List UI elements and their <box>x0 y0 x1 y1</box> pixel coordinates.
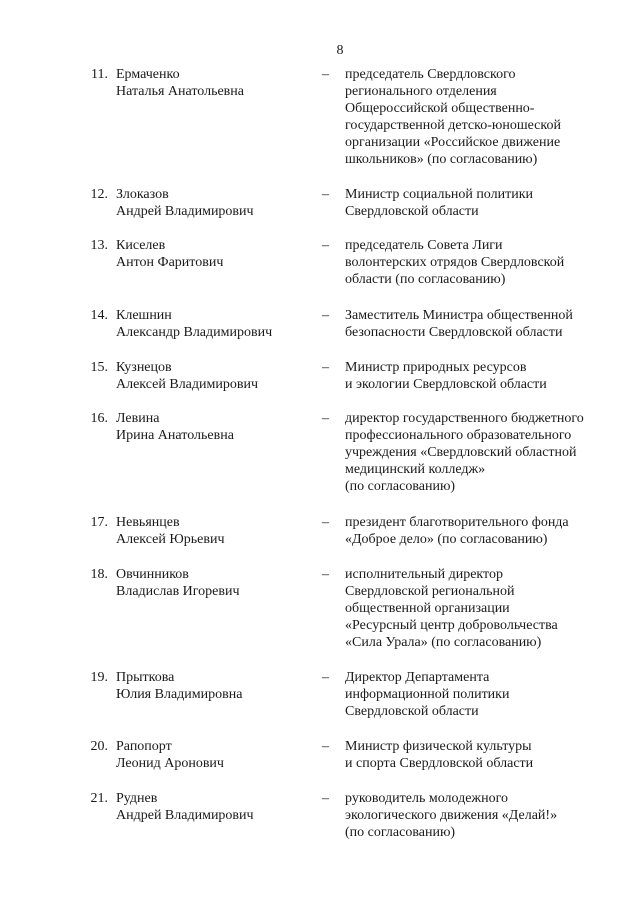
position-line: регионального отделения <box>345 84 497 99</box>
separator-dash: – <box>322 515 329 530</box>
separator-dash: – <box>322 360 329 375</box>
member-given-names: Алексей Юрьевич <box>116 532 225 547</box>
item-number: 15. <box>90 360 108 375</box>
position-line: председатель Свердловского <box>345 67 516 82</box>
separator-dash: – <box>322 739 329 754</box>
member-name <box>116 410 306 444</box>
item-number: 19. <box>90 670 108 685</box>
member-surname: Ермаченко <box>116 67 180 82</box>
position-line: государственной детско-юношеской <box>345 118 561 133</box>
member-position <box>345 790 607 841</box>
member-surname: Невьянцев <box>116 515 180 530</box>
position-line: президент благотворительного фонда <box>345 515 569 530</box>
page-number: 8 <box>336 43 344 58</box>
member-surname: Кузнецов <box>116 360 172 375</box>
item-number: 21. <box>90 791 108 806</box>
separator-dash: – <box>322 411 329 426</box>
member-given-names: Наталья Анатольевна <box>116 84 245 99</box>
position-line: безопасности Свердловской области <box>345 325 563 340</box>
member-surname: Руднев <box>116 791 158 806</box>
position-line: общественной организации <box>345 601 510 616</box>
item-number: 13. <box>90 238 108 253</box>
position-line: учреждения «Свердловский областной <box>345 445 577 460</box>
separator-dash: – <box>322 238 329 253</box>
position-line: информационной политики <box>345 687 510 702</box>
member-position <box>345 359 607 393</box>
member-position <box>345 566 607 651</box>
member-position <box>345 669 607 720</box>
position-line: экологического движения «Делай!» <box>345 808 558 823</box>
position-line: школьников» (по согласованию) <box>345 152 538 167</box>
position-line: Министр социальной политики <box>345 187 534 202</box>
member-position <box>345 186 607 220</box>
member-given-names: Юлия Владимировна <box>116 687 243 702</box>
member-name <box>116 514 306 548</box>
item-number: 18. <box>90 567 108 582</box>
position-line: «Сила Урала» (по согласованию) <box>345 635 542 650</box>
position-line: Свердловской области <box>345 204 479 219</box>
member-surname: Злоказов <box>116 187 169 202</box>
member-surname: Овчинников <box>116 567 189 582</box>
item-number: 17. <box>90 515 108 530</box>
item-number: 16. <box>90 411 108 426</box>
position-line: Заместитель Министра общественной <box>345 308 573 323</box>
member-name <box>116 237 306 271</box>
member-given-names: Александр Владимирович <box>116 325 273 340</box>
position-line: исполнительный директор <box>345 567 503 582</box>
member-name <box>116 738 306 772</box>
position-line: и экологии Свердловской области <box>345 377 547 392</box>
position-line: руководитель молодежного <box>345 791 508 806</box>
item-number: 20. <box>90 739 108 754</box>
position-line: председатель Совета Лиги <box>345 238 503 253</box>
position-line: Министр физической культуры <box>345 739 532 754</box>
position-line: «Доброе дело» (по согласованию) <box>345 532 548 547</box>
member-position <box>345 66 607 168</box>
item-number: 12. <box>90 187 108 202</box>
item-number: 11. <box>91 67 108 82</box>
member-position <box>345 514 607 548</box>
member-given-names: Антон Фаритович <box>116 255 224 270</box>
member-given-names: Андрей Владимирович <box>116 808 254 823</box>
member-given-names: Андрей Владимирович <box>116 204 254 219</box>
position-line: профессионального образовательного <box>345 428 572 443</box>
member-surname: Киселев <box>116 238 166 253</box>
member-name <box>116 790 306 824</box>
separator-dash: – <box>322 187 329 202</box>
member-name <box>116 186 306 220</box>
position-line: Свердловской региональной <box>345 584 515 599</box>
member-position <box>345 738 607 772</box>
position-line: Министр природных ресурсов <box>345 360 527 375</box>
position-line: медицинский колледж» <box>345 462 486 477</box>
position-line: (по согласованию) <box>345 479 456 494</box>
member-surname: Левина <box>116 411 160 426</box>
member-position <box>345 410 607 495</box>
member-given-names: Алексей Владимирович <box>116 377 259 392</box>
member-given-names: Леонид Аронович <box>116 756 224 771</box>
item-number: 14. <box>90 308 108 323</box>
member-name <box>116 669 306 703</box>
position-line: волонтерских отрядов Свердловской <box>345 255 565 270</box>
position-line: и спорта Свердловской области <box>345 756 534 771</box>
separator-dash: – <box>322 67 329 82</box>
separator-dash: – <box>322 670 329 685</box>
separator-dash: – <box>322 308 329 323</box>
member-position <box>345 237 607 288</box>
member-surname: Рапопорт <box>116 739 172 754</box>
position-line: Свердловской области <box>345 704 479 719</box>
position-line: Общероссийской общественно- <box>345 101 535 116</box>
member-given-names: Ирина Анатольевна <box>116 428 234 443</box>
position-line: «Ресурсный центр добровольчества <box>345 618 558 633</box>
position-line: Директор Департамента <box>345 670 490 685</box>
position-line: организации «Российское движение <box>345 135 561 150</box>
member-given-names: Владислав Игоревич <box>116 584 240 599</box>
member-surname: Клешнин <box>116 308 172 323</box>
position-line: области (по согласованию) <box>345 272 506 287</box>
separator-dash: – <box>322 567 329 582</box>
position-line: директор государственного бюджетного <box>345 411 584 426</box>
separator-dash: – <box>322 791 329 806</box>
position-line: (по согласованию) <box>345 825 456 840</box>
member-name <box>116 66 306 100</box>
member-position <box>345 307 607 341</box>
member-name <box>116 566 306 600</box>
member-name <box>116 307 306 341</box>
member-name <box>116 359 306 393</box>
member-surname: Прыткова <box>116 670 175 685</box>
